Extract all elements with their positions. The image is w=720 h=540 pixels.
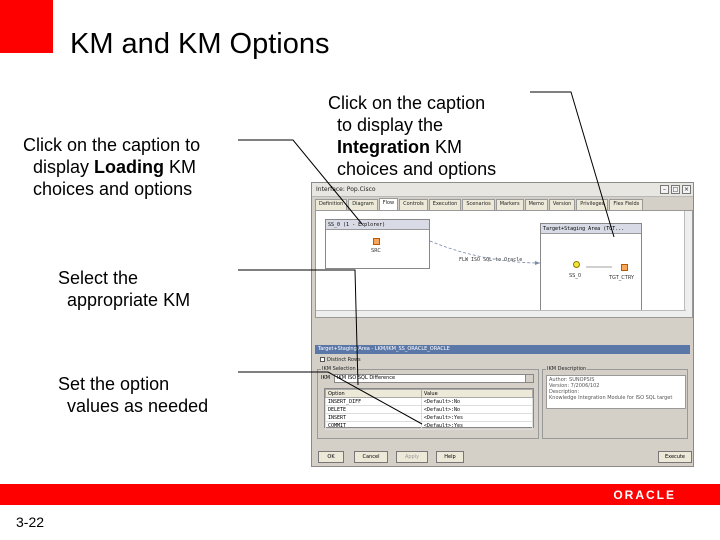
tab-execution[interactable]: Execution bbox=[429, 199, 462, 210]
callout-integration-line2: to display the bbox=[337, 115, 444, 135]
callout-integration-line1: Click on the caption bbox=[328, 93, 486, 113]
slide-title: KM and KM Options bbox=[70, 28, 330, 60]
callout-loading-line3: choices and options bbox=[33, 179, 193, 199]
option-value[interactable]: <Default>:Yes bbox=[421, 422, 532, 430]
callout-option-line1: Set the option bbox=[58, 374, 170, 394]
ikm-selected-value: IKM ISO SQL Difference bbox=[337, 375, 396, 381]
close-icon[interactable]: × bbox=[683, 186, 690, 193]
option-value[interactable]: <Default>:No bbox=[421, 406, 532, 414]
description-line: Knowledge Integration Module for ISO SQL target bbox=[549, 395, 673, 401]
tab-flex-fields[interactable]: Flex Fields bbox=[609, 199, 643, 210]
callout-loading-bold: Loading bbox=[94, 157, 165, 177]
tab-memo[interactable]: Memo bbox=[525, 199, 548, 210]
callout-loading-post: KM bbox=[164, 157, 197, 177]
callout-select-line1: Select the bbox=[58, 268, 139, 288]
tab-scenarios[interactable]: Scenarios bbox=[462, 199, 494, 210]
callout-loading-pre: display bbox=[33, 157, 95, 177]
tab-diagram[interactable]: Diagram bbox=[348, 199, 377, 210]
tab-privileges[interactable]: Privileges bbox=[576, 199, 608, 210]
tab-controls[interactable]: Controls bbox=[399, 199, 428, 210]
source-box-caption[interactable]: SS_0 (1 - Explorer) bbox=[326, 220, 429, 230]
tab-markers[interactable]: Markers bbox=[496, 199, 524, 210]
tab-version[interactable]: Version bbox=[549, 199, 575, 210]
option-value[interactable]: <Default>:Yes bbox=[421, 414, 532, 422]
property-panel-title: Target+Staging Area - LKM/IKM_SS_ORACLE_ORACLE bbox=[315, 345, 690, 354]
apply-button[interactable]: Apply bbox=[396, 451, 428, 463]
distinct-rows-label: Distinct Rows bbox=[327, 357, 361, 363]
ikm-description-label: IKM Description bbox=[547, 366, 587, 372]
cancel-button[interactable]: Cancel bbox=[354, 451, 388, 463]
staging-node-label: SS_0 bbox=[569, 273, 582, 279]
col-value: Value bbox=[421, 390, 532, 398]
window-title: Interface: Pop.Cisco bbox=[316, 186, 376, 193]
page-number: 3-22 bbox=[16, 514, 45, 530]
ok-button[interactable]: OK bbox=[318, 451, 344, 463]
callout-loading-line1: Click on the caption to bbox=[23, 135, 201, 155]
callout-select-line2: appropriate KM bbox=[67, 290, 191, 310]
footer-red-bar bbox=[0, 484, 720, 505]
target-node-label: TGT_CTRY bbox=[609, 275, 635, 281]
option-name: DELETE bbox=[326, 406, 422, 414]
callout-integration-line4: choices and options bbox=[337, 159, 497, 179]
callout-integration-post: KM bbox=[430, 137, 463, 157]
option-value[interactable]: <Default>:No bbox=[421, 398, 532, 406]
col-option: Option bbox=[326, 390, 422, 398]
target-box-caption[interactable]: Target+Staging Area (TGT... bbox=[541, 224, 641, 234]
tab-definition[interactable]: Definition bbox=[315, 199, 347, 210]
description-line: Version: 7/2006/102 bbox=[549, 383, 600, 389]
description-line: Author: SUNOPSIS bbox=[549, 377, 595, 383]
help-button[interactable]: Help bbox=[436, 451, 464, 463]
source-node-label: SRC bbox=[371, 248, 381, 254]
option-name: INSERT_DIFF bbox=[326, 398, 422, 406]
callout-option-line2: values as needed bbox=[67, 396, 209, 416]
maximize-icon[interactable]: □ bbox=[672, 186, 679, 193]
oracle-logo: ORACLE bbox=[613, 488, 676, 502]
tab-flow[interactable]: Flow bbox=[379, 198, 398, 210]
execute-button[interactable]: Execute bbox=[658, 451, 692, 463]
option-name: INSERT bbox=[326, 414, 422, 422]
ikm-field-label: IKM bbox=[321, 375, 331, 381]
option-name: COMMIT bbox=[326, 422, 422, 430]
callout-integration-bold: Integration bbox=[337, 137, 430, 157]
ikm-selection-label: IKM Selection bbox=[322, 366, 356, 372]
description-line: Description: bbox=[549, 389, 580, 395]
minimize-icon[interactable]: – bbox=[660, 185, 669, 194]
flow-label: FLW ISO SQL to Oracle bbox=[459, 257, 523, 263]
